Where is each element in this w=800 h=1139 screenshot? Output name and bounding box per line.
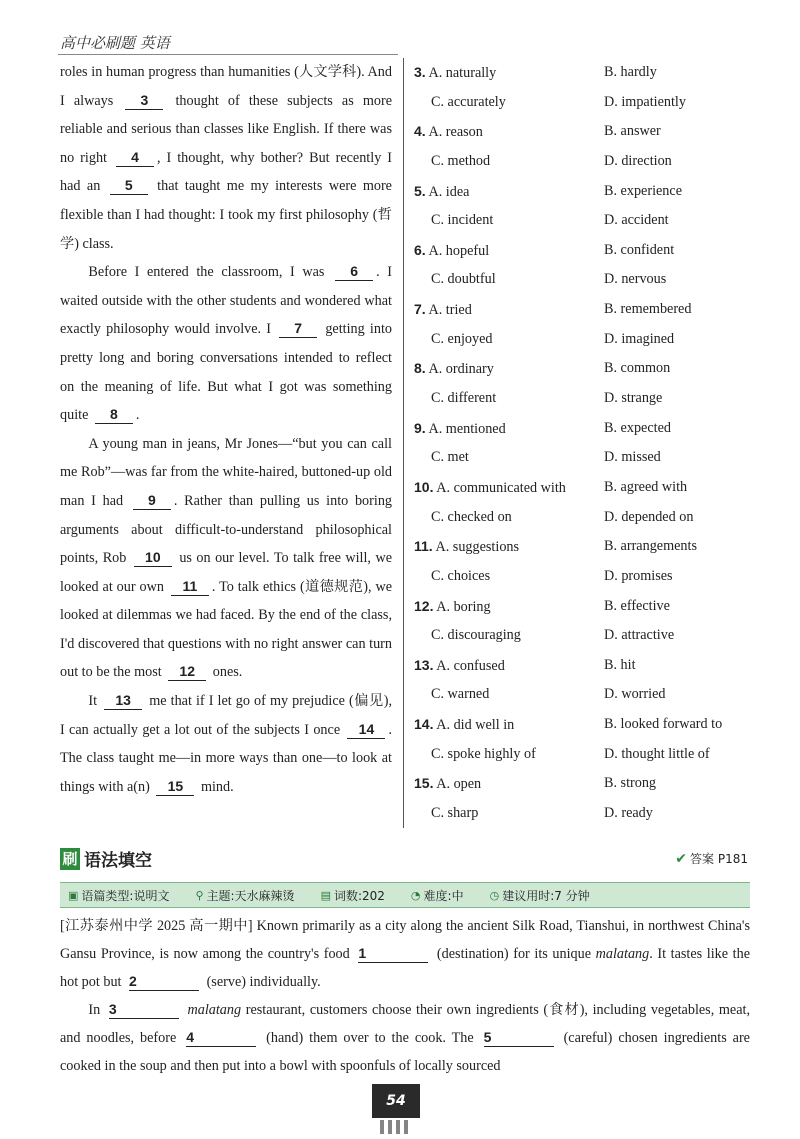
question-number: 9. [414, 419, 426, 436]
option-row [414, 621, 774, 651]
info-text: 建议用时:7 分钟 [502, 888, 590, 903]
option-c[interactable]: C. choices [431, 567, 491, 584]
question-number: 4. [414, 123, 426, 140]
cloze-blank[interactable]: 14 [347, 720, 385, 739]
grammar-text: (destination) for its unique [432, 946, 596, 962]
grammar-paragraph [60, 996, 750, 1080]
option-a[interactable] [414, 295, 472, 326]
option-row [414, 562, 774, 592]
option-c[interactable]: C. spoke highly of [431, 745, 536, 762]
cloze-passage [60, 58, 392, 801]
cloze-blank[interactable]: 3 [125, 91, 163, 110]
page-number: 54 [372, 1084, 420, 1118]
cloze-blank[interactable]: 10 [134, 548, 172, 567]
passage-text: roles in human progress than humanities (人文学科). And I always [60, 64, 392, 109]
option-row [414, 295, 774, 325]
option-a[interactable] [414, 592, 491, 623]
option-b[interactable]: B. confident [604, 241, 675, 258]
cloze-blank[interactable]: 15 [156, 777, 194, 796]
grammar-text: (serve) individually. [203, 974, 321, 990]
info-item [321, 887, 385, 904]
grammar-text: restaurant, customers choose their own ingredients (食材), including vegetables, meat, and noodles, before [60, 1002, 750, 1046]
info-text: 词数:202 [333, 888, 385, 903]
passage-paragraph [60, 258, 392, 430]
passage-text: thought of these subjects as more reliable and serious than classes like English. If there was no right [60, 92, 392, 166]
cloze-blank[interactable]: 9 [133, 491, 171, 510]
option-row [414, 147, 774, 177]
passage-text: . The class taught me—in more ways than one—to look at things with a(n) [60, 721, 392, 795]
option-d[interactable]: D. nervous [604, 271, 667, 288]
option-row [414, 354, 774, 384]
option-b[interactable]: B. effective [604, 597, 670, 614]
option-a[interactable] [414, 769, 481, 800]
passage-text: that taught me my interests were more flexible than I had thought: I took my first philosophy (哲学) class. [60, 178, 392, 252]
option-d[interactable]: D. attractive [604, 627, 675, 644]
passage-paragraph [60, 58, 392, 258]
option-a-text: A. hopeful [428, 242, 490, 259]
cloze-blank[interactable]: 6 [335, 262, 373, 281]
option-a[interactable] [414, 473, 566, 504]
info-icon: ◷ [489, 888, 500, 902]
passage-text: . I waited outside with the other students and wondered what exactly philosophy would involve. I [60, 264, 392, 338]
question-number: 5. [414, 182, 426, 199]
question-number: 10. [414, 478, 434, 495]
grammar-term: malatang [187, 1002, 242, 1018]
grammar-blank[interactable]: 3 [109, 1001, 179, 1019]
grammar-text: . It tastes like the hot pot but [60, 946, 750, 990]
passage-text: . [135, 407, 140, 424]
option-row [414, 503, 774, 533]
grammar-blank[interactable]: 5 [484, 1029, 554, 1047]
option-row [414, 473, 774, 503]
option-d[interactable]: D. impatiently [604, 93, 686, 110]
option-c[interactable]: C. checked on [431, 508, 512, 525]
option-a-text: A. boring [436, 598, 491, 615]
option-row [414, 414, 774, 444]
question-number: 14. [414, 716, 434, 733]
option-b[interactable]: B. answer [604, 123, 661, 140]
option-row [414, 651, 774, 681]
option-c[interactable]: C. enjoyed [431, 330, 493, 347]
option-row [414, 265, 774, 295]
option-c[interactable]: C. incident [431, 212, 494, 229]
passage-text: me that if I let go of my prejudice (偏见), I can actually get a lot out of the subjects I once [60, 693, 392, 738]
option-c[interactable]: C. warned [431, 686, 490, 703]
option-row [414, 532, 774, 562]
info-icon: ◔ [410, 888, 421, 902]
cloze-blank[interactable]: 11 [171, 577, 209, 596]
option-a-text: A. mentioned [428, 420, 506, 437]
passage-text: us on our level. To talk free will, we looked at our own [60, 550, 392, 595]
option-a-text: A. communicated with [436, 479, 566, 496]
option-a[interactable] [414, 532, 519, 563]
passage-text: getting into pretty long and boring conversations intended to reflect on the meaning of life. But what I got was something quite [60, 321, 392, 424]
page-header: 高中必刷题 英语 [60, 34, 170, 52]
passage-text: mind. [197, 778, 234, 795]
option-a-text: A. reason [428, 124, 483, 141]
option-b[interactable]: B. arrangements [604, 538, 697, 555]
grammar-term: malatang [595, 946, 650, 962]
option-a[interactable] [414, 177, 469, 208]
cloze-blank[interactable]: 13 [104, 691, 142, 710]
option-a[interactable] [414, 710, 514, 741]
grammar-blank[interactable]: 4 [186, 1029, 256, 1047]
option-row [414, 740, 774, 770]
cloze-blank[interactable]: 8 [95, 405, 133, 424]
option-c[interactable]: C. accurately [431, 93, 506, 110]
answer-reference-text: 答案 P181 [690, 852, 748, 866]
info-item [195, 887, 294, 904]
passage-info-bar [60, 882, 750, 908]
passage-text: A young man in jeans, Mr Jones—“but you can call me Rob”—was far from the white-haired, buttoned-up old man I had [60, 435, 392, 509]
passage-text: ones. [209, 664, 243, 681]
question-number: 8. [414, 360, 426, 377]
info-icon: ▣ [68, 888, 79, 902]
option-a[interactable] [414, 117, 483, 148]
option-a-text: A. tried [428, 302, 472, 319]
info-text: 主题:天水麻辣烫 [206, 888, 295, 903]
option-d[interactable]: D. imagined [604, 330, 675, 347]
check-icon: ✔ [675, 850, 688, 867]
question-number: 3. [414, 64, 426, 80]
grammar-text: In [88, 1002, 105, 1018]
option-row [414, 384, 774, 414]
question-number: 13. [414, 656, 434, 673]
option-c[interactable]: C. sharp [431, 805, 479, 822]
option-c[interactable]: C. method [431, 152, 491, 169]
option-row [414, 592, 774, 622]
passage-paragraph [60, 430, 392, 687]
option-d[interactable]: D. accident [604, 212, 669, 229]
option-b[interactable]: B. hardly [604, 64, 657, 80]
passage-text: It [88, 693, 102, 710]
page-decoration [380, 1120, 412, 1134]
info-text: 难度:中 [423, 888, 464, 903]
option-a-text: A. confused [436, 657, 505, 674]
option-a[interactable] [414, 651, 505, 682]
question-number: 12. [414, 597, 434, 614]
grammar-text: (hand) them over to the cook. The [260, 1030, 480, 1046]
option-row [414, 88, 774, 118]
option-b[interactable]: B. looked forward to [604, 716, 723, 733]
option-c[interactable]: C. different [431, 390, 497, 407]
option-b[interactable]: B. experience [604, 182, 682, 199]
question-number: 6. [414, 241, 426, 258]
cloze-blank[interactable]: 12 [168, 662, 206, 681]
grammar-text: (careful) chosen ingredients are cooked in the soup and then put into a bowl with spoonfuls of locally sourced [60, 1030, 750, 1074]
option-a-text: A. suggestions [435, 539, 520, 556]
option-d[interactable]: D. depended on [604, 508, 694, 525]
option-a-text: A. did well in [436, 717, 515, 734]
info-text: 语篇类型:说明文 [81, 888, 170, 903]
passage-paragraph [60, 687, 392, 801]
answer-reference [675, 850, 748, 867]
info-item [68, 887, 169, 904]
option-d[interactable]: D. thought little of [604, 745, 710, 762]
header-divider [58, 54, 398, 55]
option-row [414, 799, 774, 829]
grammar-text: [江苏泰州中学 2025 高一期中] Known primarily as a city along the ancient Silk Road, Tianshui, in northwest China's Gansu Province, is now among the country's food [60, 918, 750, 962]
passage-text: . To talk ethics (道德规范), we looked at dilemmas we had faced. By the end of the class, I'd discovered that questions with no right answer can turn out to be the most [60, 578, 392, 681]
option-a[interactable] [414, 236, 489, 267]
option-b[interactable]: B. agreed with [604, 478, 688, 495]
grammar-blank[interactable]: 1 [358, 945, 428, 963]
question-number: 7. [414, 301, 426, 318]
option-b[interactable]: B. remembered [604, 301, 692, 318]
option-d[interactable]: D. direction [604, 152, 672, 169]
option-d[interactable]: D. promises [604, 567, 673, 584]
cloze-options [414, 58, 774, 829]
option-row [414, 117, 774, 147]
grammar-fill-passage [60, 912, 750, 1080]
option-a-text: A. naturally [428, 65, 497, 81]
option-row [414, 236, 774, 266]
passage-text: . Rather than pulling us into boring arguments about difficult-to-understand philosophical points, Rob [60, 492, 393, 567]
option-row [414, 58, 774, 88]
cloze-blank[interactable]: 5 [110, 176, 148, 195]
option-b[interactable]: B. expected [604, 419, 671, 436]
option-d[interactable]: D. ready [604, 805, 653, 822]
column-divider [403, 58, 404, 828]
option-d[interactable]: D. strange [604, 390, 663, 407]
info-icon: ▤ [320, 888, 331, 902]
option-c[interactable]: C. doubtful [431, 271, 496, 288]
option-c[interactable]: C. met [431, 449, 469, 466]
option-a-text: A. ordinary [428, 361, 494, 378]
option-row [414, 443, 774, 473]
option-c[interactable]: C. discouraging [431, 627, 521, 644]
option-b[interactable]: B. strong [604, 775, 657, 792]
passage-text: , I thought, why bother? But recently I had an [60, 149, 393, 195]
question-number: 15. [414, 775, 434, 792]
option-a[interactable] [414, 414, 506, 445]
option-d[interactable]: D. missed [604, 449, 661, 466]
option-row [414, 769, 774, 799]
cloze-blank[interactable]: 4 [116, 148, 154, 167]
option-a[interactable] [414, 58, 496, 89]
passage-text: Before I entered the classroom, I was [88, 264, 333, 281]
info-item [411, 887, 464, 904]
option-row [414, 177, 774, 207]
grammar-blank[interactable]: 2 [129, 973, 199, 991]
option-row [414, 206, 774, 236]
cloze-blank[interactable]: 7 [279, 319, 317, 338]
option-b[interactable]: B. hit [604, 656, 636, 673]
option-row [414, 710, 774, 740]
info-item [490, 887, 590, 904]
option-row [414, 325, 774, 355]
section-title-label: 语法填空 [84, 851, 152, 871]
grammar-paragraph [60, 912, 750, 996]
option-a[interactable] [414, 354, 494, 385]
section-title [60, 846, 152, 871]
option-a-text: A. open [436, 776, 482, 793]
info-icon: ⚲ [195, 888, 204, 902]
option-row [414, 680, 774, 710]
question-number: 11. [414, 538, 433, 555]
option-a-text: A. idea [428, 183, 470, 200]
option-b[interactable]: B. common [604, 360, 671, 377]
option-d[interactable]: D. worried [604, 686, 666, 703]
brush-icon: 刷 [60, 848, 80, 870]
